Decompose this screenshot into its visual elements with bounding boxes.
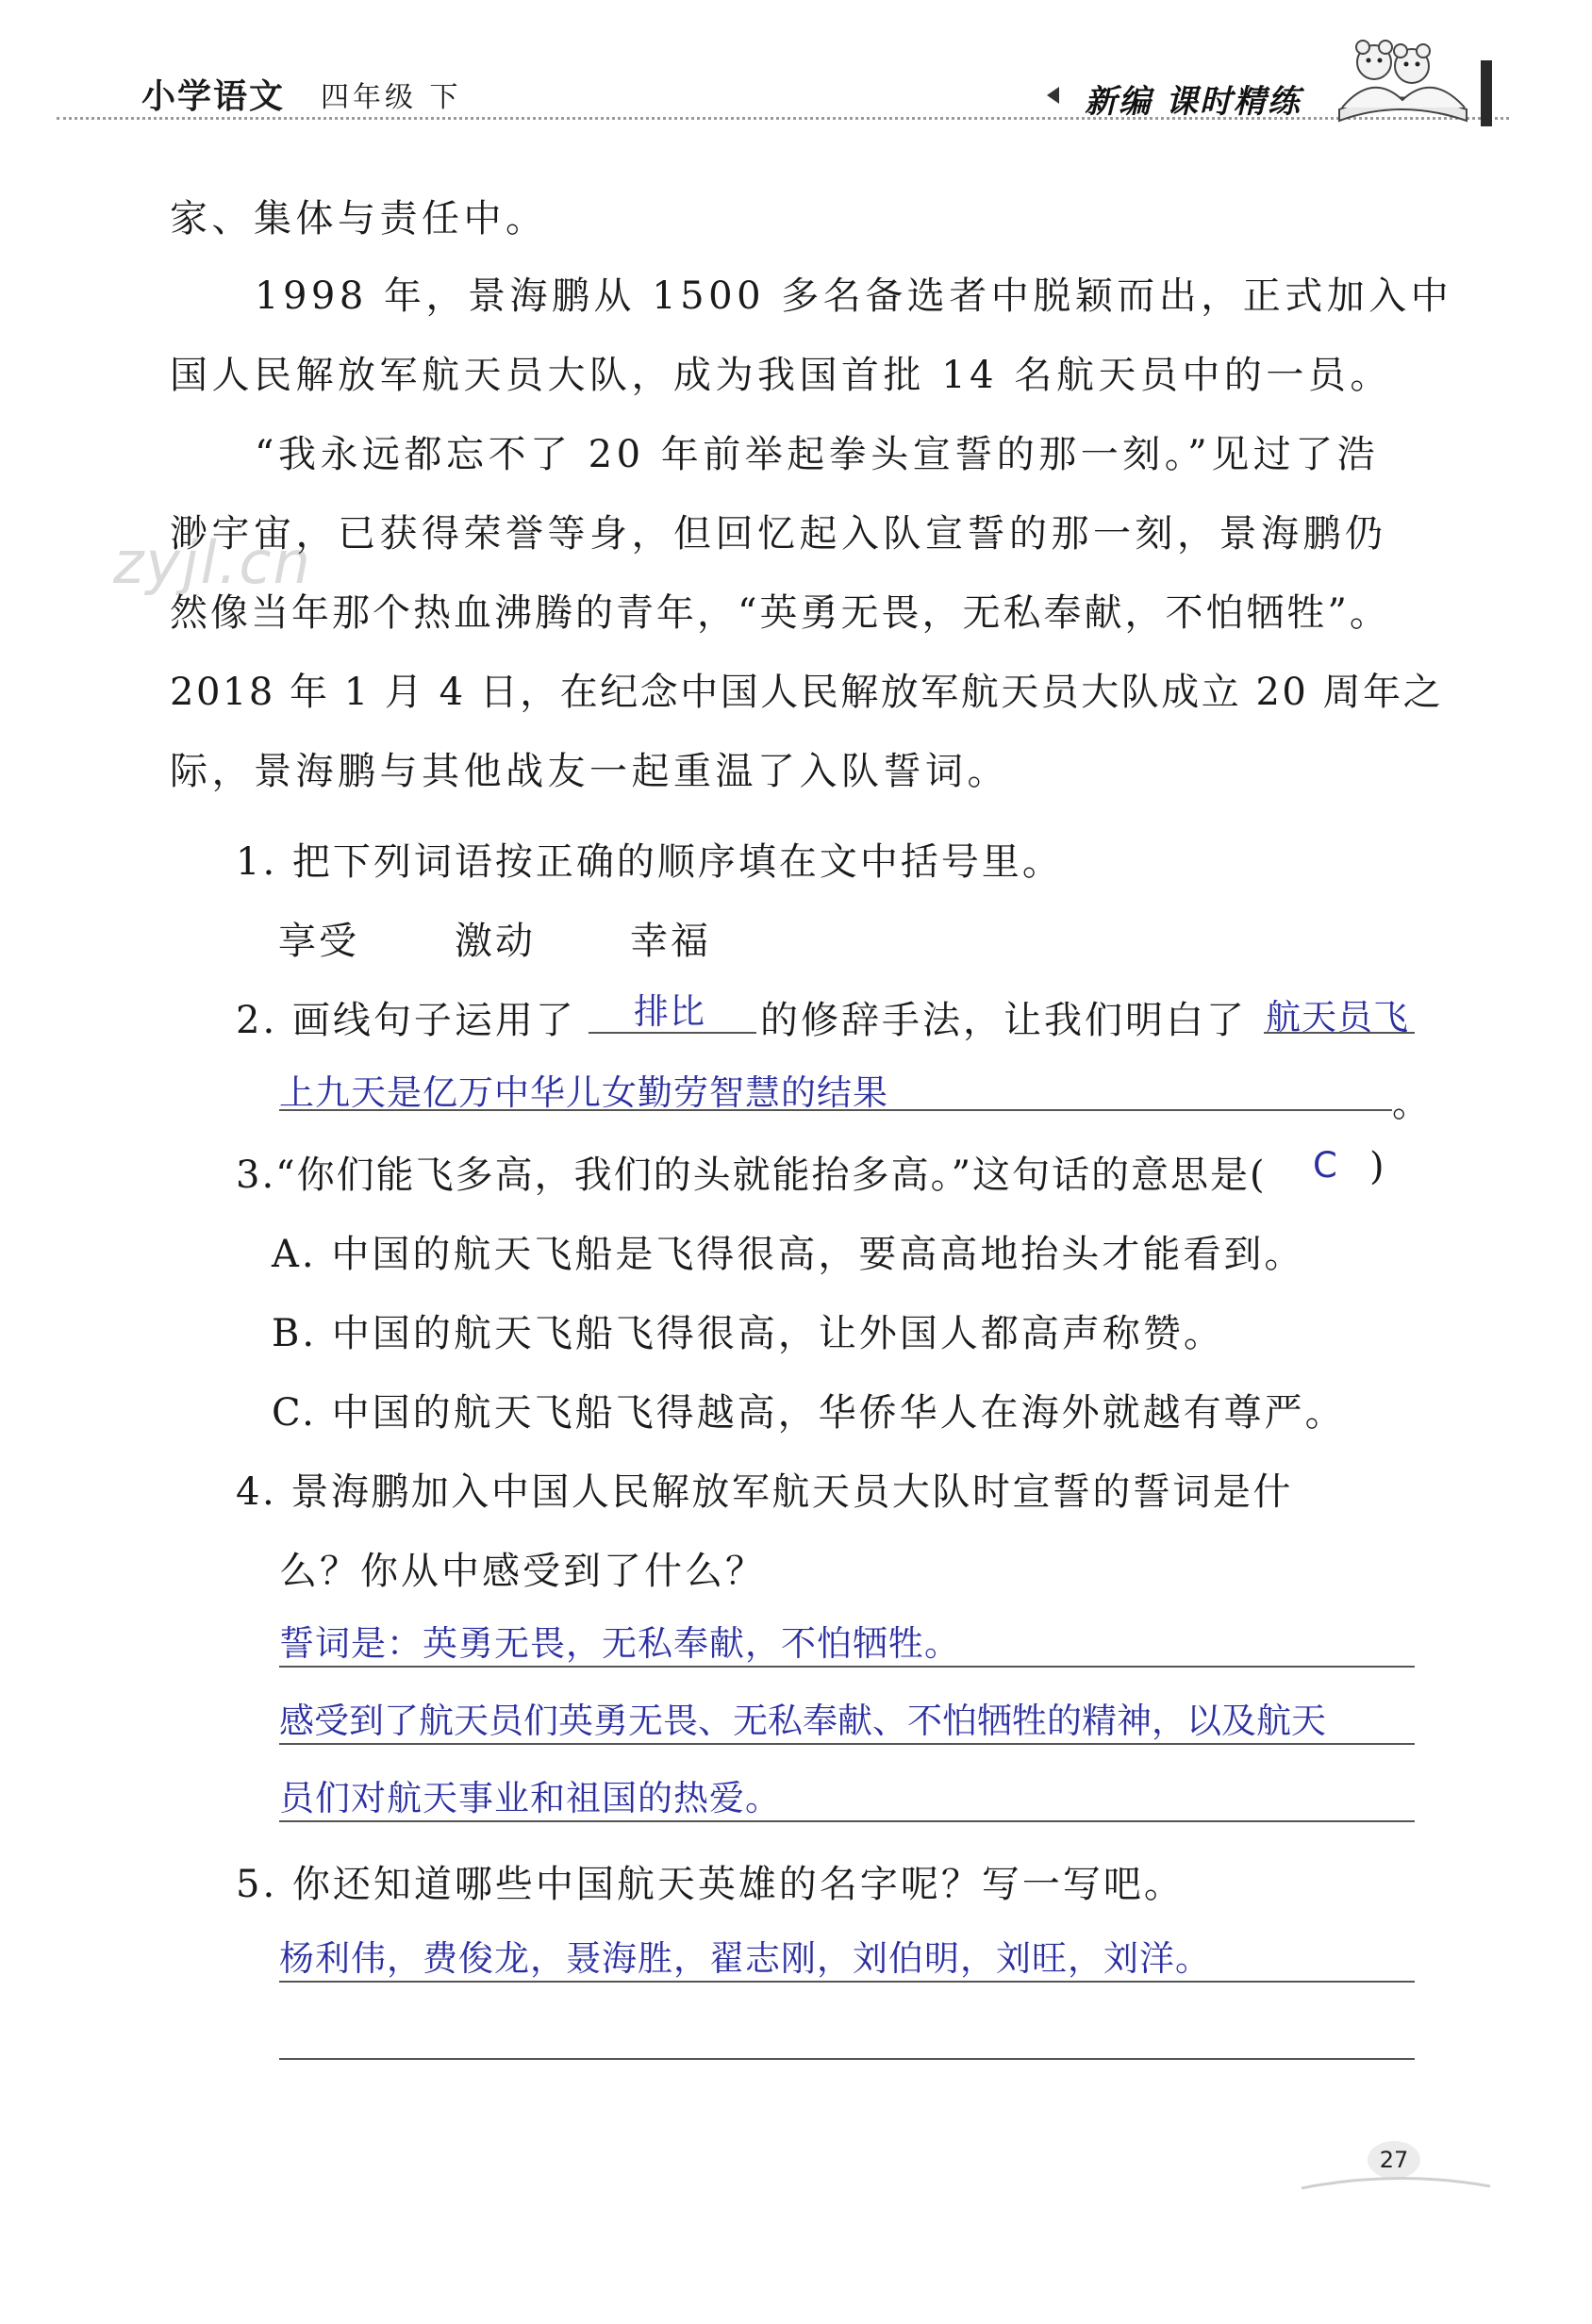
- q3-option-a: A. 中国的航天飞船是飞得很高，要高高地抬头才能看到。: [272, 1233, 1305, 1276]
- header-edge-bar: [1481, 60, 1492, 126]
- q4-answer-2: 感受到了航天员们英勇无畏、无私奉献、不怕牺牲的精神，以及航天: [279, 1701, 1326, 1741]
- q2-answer-1: 排比: [634, 991, 705, 1032]
- q2-answer-2a: 航天员飞: [1266, 997, 1409, 1038]
- q4-answer-3: 员们对航天事业和祖国的热爱。: [279, 1778, 781, 1818]
- q3-option-b: B. 中国的航天飞船飞得很高，让外国人都高声称赞。: [272, 1312, 1224, 1355]
- q1-word-1: 享受: [278, 920, 359, 963]
- q4-line-3: [279, 1820, 1415, 1822]
- passage-line-2: 1998 年，景海鹏从 1500 多名备选者中脱颖而出，正式加入中: [255, 274, 1453, 318]
- q2-answer-2b: 上九天是亿万中华儿女勤劳智慧的结果: [279, 1072, 888, 1113]
- q3-close: ): [1369, 1145, 1387, 1188]
- q1-word-3: 幸福: [630, 920, 711, 963]
- question-5: 5. 你还知道哪些中国航天英雄的名字呢？写一写吧。: [236, 1863, 1185, 1906]
- header-grade: 四年级 下: [321, 81, 462, 114]
- watermark: zyjl.cn: [113, 528, 312, 597]
- passage-line-1: 家、集体与责任中。: [170, 197, 548, 241]
- q4-line-1: [279, 1666, 1415, 1668]
- q2-blank-3-line: [279, 1109, 1392, 1111]
- page-swoosh-decoration: [1302, 2169, 1490, 2198]
- passage-line-5: 渺宇宙，已获得荣誉等身，但回忆起入队宣誓的那一刻，景海鹏仍: [170, 512, 1387, 556]
- book-mascot-icon: [1335, 34, 1476, 128]
- question-4-line-2: 么？你从中感受到了什么？: [279, 1550, 766, 1593]
- header-series-title: 新编 课时精练: [1085, 83, 1302, 121]
- page-number: 27: [1368, 2141, 1420, 2179]
- passage-line-7: 2018 年 1 月 4 日，在纪念中国人民解放军航天员大队成立 20 周年之: [170, 671, 1444, 714]
- passage-line-6: 然像当年那个热血沸腾的青年，“英勇无畏，无私奉献，不怕牺牲”。: [170, 591, 1390, 635]
- question-2-prefix: 2. 画线句子运用了: [236, 999, 576, 1042]
- passage-line-8: 际，景海鹏与其他战友一起重温了入队誓词。: [170, 750, 1009, 793]
- question-4-line-1: 4. 景海鹏加入中国人民解放军航天员大队时宣誓的誓词是什: [236, 1470, 1293, 1514]
- q1-word-2: 激动: [455, 920, 536, 963]
- triangle-left-icon: [1047, 87, 1059, 104]
- q4-answer-1: 誓词是：英勇无畏，无私奉献，不怕牺牲。: [279, 1623, 960, 1664]
- q2-blank-2-line: [1264, 1032, 1415, 1034]
- question-2-middle: 的修辞手法，让我们明白了: [760, 999, 1247, 1042]
- q2-end: 。: [1392, 1082, 1433, 1125]
- question-1: 1. 把下列词语按正确的顺序填在文中括号里。: [236, 840, 1063, 884]
- question-3: 3.“你们能飞多高，我们的头就能抬多高。”这句话的意思是(: [236, 1154, 1267, 1197]
- passage-line-4: “我永远都忘不了 20 年前举起拳头宣誓的那一刻。”见过了浩: [255, 433, 1380, 476]
- q3-option-c: C. 中国的航天飞船飞得越高，华侨华人在海外就越有尊严。: [272, 1391, 1346, 1435]
- header-subject: 小学语文: [141, 77, 286, 116]
- passage-line-3: 国人民解放军航天员大队，成为我国首批 14 名航天员中的一员。: [170, 354, 1392, 397]
- q5-answer: 杨利伟，费俊龙，聂海胜，翟志刚，刘伯明，刘旺，刘洋。: [279, 1938, 1211, 1979]
- q5-line-2: [279, 2058, 1415, 2060]
- q3-answer: C: [1313, 1145, 1338, 1186]
- q5-line-1: [279, 1981, 1415, 1983]
- q4-line-2: [279, 1743, 1415, 1745]
